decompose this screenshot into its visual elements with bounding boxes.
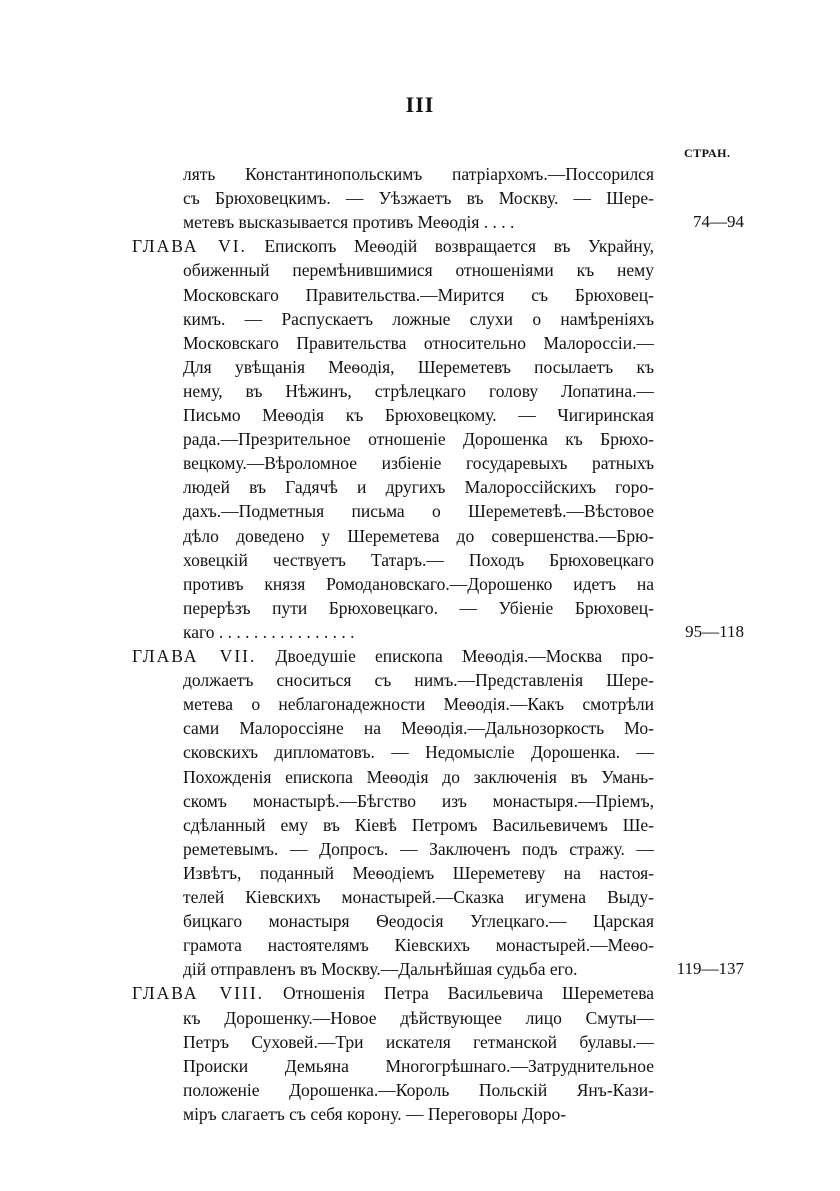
toc-line <box>183 283 654 307</box>
toc-line <box>183 186 654 210</box>
page-range: 95—118 <box>685 622 744 641</box>
toc-line <box>183 307 654 331</box>
toc-line <box>183 548 654 572</box>
chapter-label: ГЛАВА VIII. <box>132 983 265 1003</box>
toc-line <box>183 451 654 475</box>
chapter-label: ГЛАВА VII. <box>132 646 257 666</box>
pages-column-label: СТРАН. <box>684 146 731 160</box>
toc-line-text: телей Кіевскихъ монастырей.—Сказка игумена Выду- <box>183 887 654 907</box>
toc-line <box>183 1006 654 1030</box>
toc-line <box>183 716 654 740</box>
toc-line-text: кимъ. — Распускаетъ ложные слухи о намѣреніяхъ <box>183 309 654 329</box>
toc-line <box>183 331 654 355</box>
toc-line <box>183 596 654 620</box>
toc-line-text: противъ князя Ромодановскаго.—Дорошенко идетъ на <box>183 574 654 594</box>
toc-line-text: перерѣзъ пути Брюховецкаго. — Убіеніе Брюховец- <box>183 598 654 618</box>
toc-line <box>183 427 654 451</box>
toc-line <box>183 765 654 789</box>
page-range: 119—137 <box>676 959 744 978</box>
chapter-heading-line <box>132 644 654 668</box>
toc-line-text: нему, въ Нѣжинъ, стрѣлецкаго голову Лопатина.— <box>183 381 654 401</box>
toc-line <box>183 789 654 813</box>
toc-line-text: ховецкій чествуетъ Татаръ.— Походъ Брюховецкаго <box>183 550 654 570</box>
toc-line-text: обиженный перемѣнившимися отношеніями къ нему <box>183 260 654 280</box>
page-range: 74—94 <box>693 212 744 231</box>
toc-line-text: Московскаго Правительства.—Мирится съ Брюховец- <box>183 285 654 305</box>
toc-line-text: Петръ Суховей.—Три искателя гетманской булавы.— <box>183 1032 654 1052</box>
toc-line <box>183 668 654 692</box>
toc-line <box>183 258 654 282</box>
toc-line-text: метевъ высказывается противъ Меѳодія . . . . <box>183 212 515 232</box>
toc-line-text: бицкаго монастыря Ѳеодосія Углецкаго.— Царская <box>183 911 654 931</box>
toc-line <box>183 1030 654 1054</box>
toc-line <box>183 403 654 427</box>
toc-line-text: сами Малороссіяне на Меѳодія.—Дальнозоркость Мо- <box>183 718 654 738</box>
toc-line-text: лять Константинопольскимъ патріархомъ.—Поссорился <box>183 164 654 184</box>
toc-line-text: людей въ Гадячѣ и другихъ Малороссійскихъ горо- <box>183 477 654 497</box>
toc-line-text: Епископъ Меѳодій возвращается въ Украйну, <box>246 236 654 256</box>
toc-line-text: вецкому.—Вѣроломное избіеніе государевыхъ ратныхъ <box>183 453 654 473</box>
toc-line <box>183 740 654 764</box>
toc-line <box>183 162 654 186</box>
toc-line <box>183 475 654 499</box>
toc-line-text: метева о неблагонадежности Меѳодія.—Какъ смотрѣли <box>183 694 654 714</box>
toc-line <box>183 379 654 403</box>
toc-line-text: сдѣланный ему въ Кіевѣ Петромъ Васильевичемъ Ше- <box>183 815 654 835</box>
toc-line-text: Извѣтъ, поданный Меѳодіемъ Шереметеву на настоя- <box>183 863 654 883</box>
toc-line-text: каго . . . . . . . . . . . . . . . . <box>183 622 355 642</box>
toc-line <box>183 957 654 981</box>
toc-line-text: грамота настоятелямъ Кіевскихъ монастырей.—Меѳо- <box>183 935 654 955</box>
toc-line-text: сковскихъ дипломатовъ. — Недомысліе Дорошенка. — <box>183 742 654 762</box>
toc-line-text: Похожденія епископа Меѳодія до заключенія въ Умань- <box>183 767 654 787</box>
toc-line <box>183 572 654 596</box>
toc-line-text: Письмо Меѳодія къ Брюховецкому. — Чигиринская <box>183 405 654 425</box>
toc-line <box>183 813 654 837</box>
toc-line <box>183 1054 654 1078</box>
toc-line-text: міръ слагаетъ съ себя корону. — Переговоры Доро- <box>183 1104 567 1124</box>
chapter-label: ГЛАВА VI. <box>132 236 247 256</box>
toc-line <box>183 1078 654 1102</box>
toc-line-text: съ Брюховецкимъ. — Уѣзжаетъ въ Москву. — Шере- <box>183 188 654 208</box>
toc-line-text: рада.—Презрительное отношеніе Дорошенка къ Брюхо- <box>183 429 654 449</box>
toc-line <box>183 861 654 885</box>
toc-line-text: Для увѣщанія Меѳодія, Шереметевъ посылаетъ къ <box>183 357 654 377</box>
toc-line-text: Московскаго Правительства относительно Малороссіи.— <box>183 333 654 353</box>
toc-line-text: Происки Демьяна Многогрѣшнаго.—Затруднительное <box>183 1056 654 1076</box>
toc-line-text: дій отправленъ въ Москву.—Дальнѣйшая судьба его. <box>183 959 578 979</box>
chapter-heading-line <box>132 981 654 1005</box>
toc-line <box>183 620 654 644</box>
toc-line <box>183 355 654 379</box>
toc-line <box>183 524 654 548</box>
toc-line <box>183 499 654 523</box>
page-number: III <box>405 92 435 117</box>
toc-line-text: къ Дорошенку.—Новое дѣйствующее лицо Смуты— <box>183 1008 654 1028</box>
toc-line-text: Двоедушіе епископа Меѳодія.—Москва про- <box>256 646 654 666</box>
toc-line <box>183 885 654 909</box>
toc-line-text: дѣло доведено у Шереметева до совершенства.—Брю- <box>183 526 654 546</box>
toc-line <box>183 210 654 234</box>
toc-line-text: реметевымъ. — Допросъ. — Заключенъ подъ стражу. — <box>183 839 654 859</box>
chapter-heading-line <box>132 234 654 258</box>
toc-line <box>183 1102 654 1126</box>
toc-line <box>183 837 654 861</box>
toc-line-text: должаетъ сноситься съ нимъ.—Представленія Шере- <box>183 670 654 690</box>
toc-line <box>183 692 654 716</box>
toc-line <box>183 933 654 957</box>
toc-line <box>183 909 654 933</box>
toc-line-text: скомъ монастырѣ.—Бѣгство изъ монастыря.—Пріемъ, <box>183 791 654 811</box>
toc-line-text: дахъ.—Подметныя письма о Шереметевѣ.—Вѣстовое <box>183 501 654 521</box>
toc-line-text: Отношенія Петра Васильевича Шереметева <box>264 983 654 1003</box>
toc-line-text: положеніе Дорошенка.—Король Польскій Янъ-Кази- <box>183 1080 654 1100</box>
